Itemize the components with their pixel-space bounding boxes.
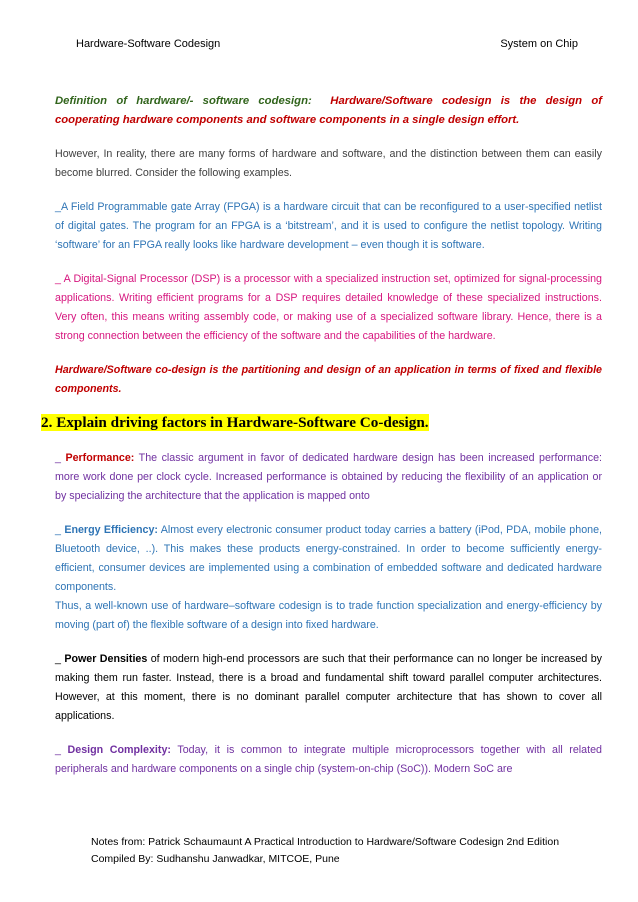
- complexity-text: Today, it is common to integrate multiple microprocessors together with all related peripherals and hardware components on a single chip (system-on-chip (SoC)). Modern SoC are: [55, 744, 602, 775]
- energy-paragraph-2: Thus, a well-known use of hardware–software codesign is to trade function specialization and energy-efficiency by moving (part of) the flexible software of a design into fixed hardware.: [55, 600, 602, 631]
- performance-text: The classic argument in favor of dedicated hardware design has been increased performance: more work done per clock cycle. Increased performance is obtained by reducing the flexibility of an application or by specializing the architecture that the application is mapped onto: [55, 452, 602, 502]
- complexity-keyword: Design Complexity:: [67, 744, 171, 756]
- performance-paragraph: [55, 449, 602, 506]
- complexity-paragraph: [55, 741, 602, 779]
- fpga-paragraph: _A Field Programmable gate Array (FPGA) is a hardware circuit that can be reconfigured to a user-specified netlist of digital gates. The program for an FPGA is a ‘bitstream’, and it is used to configure the netlist topology. Writing ‘software’ for an FPGA really looks like hardware development – even though it is software.: [55, 201, 602, 251]
- power-paragraph: [55, 650, 602, 726]
- intro-paragraph: However, In reality, there are many forms of hardware and software, and the distinction between them can easily become blurred. Consider the following examples.: [55, 148, 602, 179]
- performance-prefix: _: [55, 452, 66, 464]
- header-title: Hardware-Software Codesign: [76, 38, 221, 50]
- power-prefix: _: [55, 653, 65, 665]
- performance-keyword: Performance:: [65, 452, 135, 464]
- footer-source: Notes from: Patrick Schaumaunt A Practical Introduction to Hardware/Software Codesign 2nd Edition: [91, 836, 560, 848]
- energy-text: Almost every electronic consumer product today carries a battery (iPod, PDA, mobile phone, Bluetooth device, ..). This makes these products energy-constrained. In order to become sufficiently energy-efficient, consumer devices are implemented using a combination of embedded software and dedicated hardware components.: [55, 524, 602, 593]
- codesign-definition: Hardware/Software co-design is the partitioning and design of an application in terms of fixed and flexible components.: [55, 364, 602, 395]
- footer-compiled-by: Compiled By: Sudhanshu Janwadkar, MITCOE, Pune: [91, 853, 340, 865]
- energy-keyword: Energy Efficiency:: [64, 524, 158, 536]
- question-heading: [41, 413, 602, 433]
- question-text: 2. Explain driving factors in Hardware-Software Co-design.: [41, 414, 429, 431]
- definition-paragraph: [55, 92, 602, 130]
- power-keyword: Power Densities: [64, 653, 148, 665]
- header-subject: System on Chip: [500, 38, 578, 50]
- dsp-paragraph: _ A Digital-Signal Processor (DSP) is a processor with a specialized instruction set, optimized for signal-processing applications. Writing efficient programs for a DSP requires detailed knowledge of these specialized instructions. Very often, this means writing assembly code, or making use of a specialized software library. Hence, there is a strong connection between the efficiency of the software and the capabilities of the hardware.: [55, 273, 602, 342]
- energy-prefix: _: [55, 524, 65, 536]
- power-text: of modern high-end processors are such that their performance can no longer be increased by making them run faster. Instead, there is a broad and fundamental shift toward parallel computer architectures. However, at this moment, there is no dominant parallel computer architecture that has shown to cover all applications.: [55, 653, 602, 722]
- page-footer: [91, 834, 559, 868]
- complexity-prefix: _: [55, 744, 68, 756]
- page-content: [41, 92, 602, 779]
- energy-paragraph: [55, 521, 602, 597]
- definition-text: Hardware/Software codesign is the design of cooperating hardware components and software components in a single design effort.: [55, 95, 602, 126]
- definition-label: Definition of hardware/- software codesign:: [55, 95, 312, 107]
